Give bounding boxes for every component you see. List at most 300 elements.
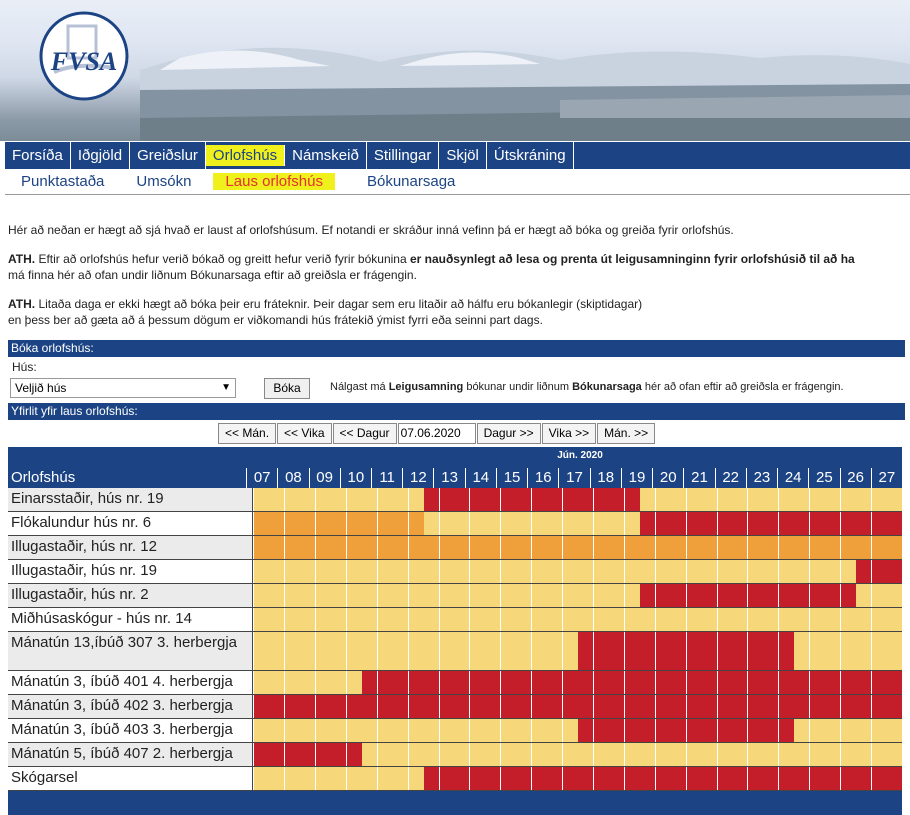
- day-cell[interactable]: [593, 584, 624, 607]
- day-cell[interactable]: [346, 632, 377, 670]
- day-cell[interactable]: [778, 743, 809, 766]
- day-cell[interactable]: [500, 695, 531, 718]
- day-cell[interactable]: [315, 608, 346, 631]
- day-cell[interactable]: [500, 584, 531, 607]
- day-cell[interactable]: [871, 695, 902, 718]
- booking-header: Bóka orlofshús:: [8, 340, 905, 357]
- day-cell[interactable]: [747, 743, 778, 766]
- next-month-button[interactable]: Mán. >>: [597, 423, 655, 444]
- house-name[interactable]: Flókalundur hús nr. 6: [8, 512, 253, 535]
- day-cell[interactable]: [377, 560, 408, 583]
- day-cell[interactable]: [686, 536, 717, 559]
- day-cell[interactable]: [624, 743, 655, 766]
- day-cell[interactable]: [346, 719, 377, 742]
- day-cell[interactable]: [655, 719, 686, 742]
- house-name[interactable]: Illugastaðir, hús nr. 19: [8, 560, 253, 583]
- day-cell[interactable]: [469, 719, 500, 742]
- day-cell[interactable]: [747, 584, 778, 607]
- day-cell[interactable]: [747, 695, 778, 718]
- day-cell[interactable]: [871, 743, 902, 766]
- nav-item-7[interactable]: Útskráning: [487, 142, 574, 169]
- day-cell[interactable]: [747, 512, 778, 535]
- subnav-item-0[interactable]: Punktastaða: [21, 173, 105, 190]
- day-cell[interactable]: [408, 632, 439, 670]
- day-cell[interactable]: [686, 767, 717, 790]
- day-cell[interactable]: [469, 608, 500, 631]
- day-cell[interactable]: [686, 560, 717, 583]
- day-cell[interactable]: [469, 584, 500, 607]
- day-cell[interactable]: [377, 584, 408, 607]
- day-cell[interactable]: [871, 512, 902, 535]
- day-cell[interactable]: [747, 671, 778, 694]
- day-cell[interactable]: [871, 536, 902, 559]
- day-cell[interactable]: [686, 512, 717, 535]
- house-name[interactable]: Einarsstaðir, hús nr. 19: [8, 488, 253, 511]
- day-cell[interactable]: [871, 719, 902, 742]
- day-cell[interactable]: [562, 560, 593, 583]
- day-cell[interactable]: [315, 719, 346, 742]
- day-cell[interactable]: [531, 719, 562, 742]
- nav-item-2[interactable]: Greiðslur: [130, 142, 206, 169]
- day-cell[interactable]: [315, 512, 346, 535]
- day-cell[interactable]: [253, 671, 284, 694]
- day-cell[interactable]: [593, 536, 624, 559]
- leigusamning-text: Leigusamning: [388, 381, 464, 393]
- day-cell[interactable]: [408, 584, 439, 607]
- day-cell[interactable]: [346, 584, 377, 607]
- day-cell[interactable]: [562, 488, 593, 511]
- day-cell[interactable]: [655, 671, 686, 694]
- day-cell[interactable]: [315, 767, 346, 790]
- day-cell[interactable]: [500, 767, 531, 790]
- prev-month-button[interactable]: << Mán.: [218, 423, 276, 444]
- day-cell[interactable]: [655, 488, 686, 511]
- day-cell[interactable]: [439, 719, 470, 742]
- day-cell[interactable]: [562, 743, 593, 766]
- day-cell[interactable]: [408, 536, 439, 559]
- day-cell[interactable]: [593, 512, 624, 535]
- day-cell[interactable]: [562, 767, 593, 790]
- day-cell[interactable]: [593, 488, 624, 511]
- day-cell[interactable]: [253, 719, 284, 742]
- day-cell[interactable]: [624, 536, 655, 559]
- day-cell[interactable]: [562, 671, 593, 694]
- day-cell[interactable]: [284, 719, 315, 742]
- day-cell[interactable]: [747, 560, 778, 583]
- day-cell[interactable]: [346, 743, 377, 766]
- day-cell[interactable]: [655, 536, 686, 559]
- day-cell[interactable]: [747, 536, 778, 559]
- day-cell[interactable]: [871, 488, 902, 511]
- day-cell[interactable]: [840, 608, 871, 631]
- day-cell[interactable]: [469, 695, 500, 718]
- day-cell[interactable]: [439, 695, 470, 718]
- day-cell[interactable]: [408, 767, 439, 790]
- day-cell[interactable]: [809, 560, 840, 583]
- day-cell[interactable]: [346, 512, 377, 535]
- day-cell[interactable]: [315, 488, 346, 511]
- day-cell[interactable]: [686, 632, 717, 670]
- day-cell[interactable]: [562, 512, 593, 535]
- ath-label: ATH.: [8, 297, 36, 311]
- day-cell[interactable]: [593, 695, 624, 718]
- day-cell[interactable]: [809, 608, 840, 631]
- nav-item-1[interactable]: Iðgjöld: [71, 142, 130, 169]
- day-cell[interactable]: [624, 512, 655, 535]
- day-cell[interactable]: [778, 671, 809, 694]
- day-cell[interactable]: [655, 632, 686, 670]
- day-cell[interactable]: [593, 767, 624, 790]
- day-cell[interactable]: [840, 560, 871, 583]
- day-cell[interactable]: [840, 632, 871, 670]
- day-cell[interactable]: [439, 608, 470, 631]
- day-cell[interactable]: [531, 560, 562, 583]
- day-cell[interactable]: [377, 608, 408, 631]
- house-name[interactable]: Illugastaðir, hús nr. 2: [8, 584, 253, 607]
- logo-text: FVSA: [50, 47, 118, 76]
- day-cell[interactable]: [408, 560, 439, 583]
- day-cell[interactable]: [593, 671, 624, 694]
- day-cell[interactable]: [500, 608, 531, 631]
- day-cell[interactable]: [346, 536, 377, 559]
- day-cell[interactable]: [284, 488, 315, 511]
- day-cell[interactable]: [624, 608, 655, 631]
- day-cell[interactable]: [377, 488, 408, 511]
- subnav-item-3[interactable]: Bókunarsaga: [366, 173, 456, 190]
- day-cell[interactable]: [840, 767, 871, 790]
- day-cell[interactable]: [346, 695, 377, 718]
- day-cell[interactable]: [253, 536, 284, 559]
- subnav-item-2[interactable]: Laus orlofshús: [213, 173, 335, 190]
- day-header: 26: [840, 468, 871, 488]
- day-cell[interactable]: [593, 632, 624, 670]
- day-cell[interactable]: [778, 584, 809, 607]
- day-cell[interactable]: [840, 695, 871, 718]
- day-cell[interactable]: [439, 743, 470, 766]
- day-cell[interactable]: [439, 671, 470, 694]
- day-cell[interactable]: [253, 560, 284, 583]
- day-cell[interactable]: [253, 695, 284, 718]
- day-cell[interactable]: [377, 767, 408, 790]
- day-cell[interactable]: [655, 512, 686, 535]
- day-cell[interactable]: [778, 767, 809, 790]
- day-cell[interactable]: [747, 767, 778, 790]
- house-row: [8, 536, 902, 560]
- nav-item-0[interactable]: Forsíða: [5, 142, 71, 169]
- day-cell[interactable]: [624, 632, 655, 670]
- day-cell[interactable]: [778, 512, 809, 535]
- day-cell[interactable]: [439, 767, 470, 790]
- day-cell[interactable]: [717, 536, 748, 559]
- day-cell[interactable]: [284, 632, 315, 670]
- house-name[interactable]: Mánatún 5, íbúð 407 2. herbergja: [8, 743, 253, 766]
- day-cell[interactable]: [655, 695, 686, 718]
- day-cell[interactable]: [840, 536, 871, 559]
- day-cell[interactable]: [253, 512, 284, 535]
- day-cell[interactable]: [809, 488, 840, 511]
- day-cell[interactable]: [840, 512, 871, 535]
- day-cell[interactable]: [408, 743, 439, 766]
- day-cell[interactable]: [531, 632, 562, 670]
- day-header: 19: [621, 468, 652, 488]
- day-cell[interactable]: [346, 608, 377, 631]
- next-week-button[interactable]: Vika >>: [542, 423, 596, 444]
- day-cell[interactable]: [439, 512, 470, 535]
- house-name[interactable]: Illugastaðir, hús nr. 12: [8, 536, 253, 559]
- nav-item-4[interactable]: Námskeið: [285, 142, 367, 169]
- day-cell[interactable]: [346, 560, 377, 583]
- day-cell[interactable]: [562, 719, 593, 742]
- next-day-button[interactable]: Dagur >>: [477, 423, 541, 444]
- day-cell[interactable]: [346, 767, 377, 790]
- day-cell[interactable]: [500, 632, 531, 670]
- day-cell[interactable]: [253, 608, 284, 631]
- day-cell[interactable]: [439, 560, 470, 583]
- day-cell[interactable]: [593, 608, 624, 631]
- day-cell[interactable]: [717, 632, 748, 670]
- day-cell[interactable]: [531, 743, 562, 766]
- day-cell[interactable]: [717, 743, 748, 766]
- day-cell[interactable]: [408, 512, 439, 535]
- day-cell[interactable]: [809, 695, 840, 718]
- day-cell[interactable]: [871, 671, 902, 694]
- day-cell[interactable]: [809, 743, 840, 766]
- day-cell[interactable]: [686, 719, 717, 742]
- subnav-item-1[interactable]: Umsókn: [136, 173, 192, 190]
- day-cell[interactable]: [686, 695, 717, 718]
- day-cell[interactable]: [778, 608, 809, 631]
- info-bold-text: er nauðsynlegt að lesa og prenta út leigusamninginn fyrir orlofshúsið til að ha: [409, 252, 855, 266]
- boka-button[interactable]: Bóka: [264, 378, 310, 399]
- day-cell[interactable]: [377, 695, 408, 718]
- day-cell[interactable]: [717, 767, 748, 790]
- day-cell[interactable]: [315, 695, 346, 718]
- day-cell[interactable]: [500, 512, 531, 535]
- day-cell[interactable]: [253, 488, 284, 511]
- day-cell[interactable]: [562, 632, 593, 670]
- day-cell[interactable]: [624, 560, 655, 583]
- day-cell[interactable]: [500, 536, 531, 559]
- house-name[interactable]: Mánatún 3, íbúð 402 3. herbergja: [8, 695, 253, 718]
- day-cell[interactable]: [593, 743, 624, 766]
- hus-select[interactable]: [10, 378, 236, 398]
- day-cell[interactable]: [840, 584, 871, 607]
- day-cell[interactable]: [655, 767, 686, 790]
- day-cell[interactable]: [408, 671, 439, 694]
- day-cell[interactable]: [624, 584, 655, 607]
- day-cell[interactable]: [593, 560, 624, 583]
- day-cell[interactable]: [469, 767, 500, 790]
- day-cell[interactable]: [469, 632, 500, 670]
- day-cell[interactable]: [500, 743, 531, 766]
- day-cell[interactable]: [747, 719, 778, 742]
- day-cell[interactable]: [531, 488, 562, 511]
- day-cell[interactable]: [778, 536, 809, 559]
- day-cell[interactable]: [315, 743, 346, 766]
- day-cell[interactable]: [840, 743, 871, 766]
- day-cell[interactable]: [809, 632, 840, 670]
- nav-item-5[interactable]: Stillingar: [367, 142, 440, 169]
- day-cell[interactable]: [377, 671, 408, 694]
- day-cell[interactable]: [377, 743, 408, 766]
- day-cell[interactable]: [531, 767, 562, 790]
- day-cell[interactable]: [315, 536, 346, 559]
- day-cell[interactable]: [717, 512, 748, 535]
- day-cell[interactable]: [809, 767, 840, 790]
- hus-label: Hús:: [12, 360, 37, 374]
- day-cell[interactable]: [346, 488, 377, 511]
- day-cell[interactable]: [284, 560, 315, 583]
- day-cell[interactable]: [377, 632, 408, 670]
- day-cell[interactable]: [717, 488, 748, 511]
- day-cell[interactable]: [871, 767, 902, 790]
- day-cell[interactable]: [686, 671, 717, 694]
- day-cell[interactable]: [624, 488, 655, 511]
- day-cell[interactable]: [840, 671, 871, 694]
- day-cell[interactable]: [315, 632, 346, 670]
- day-cell[interactable]: [562, 608, 593, 631]
- note-text: bókunar undir liðnum: [463, 381, 573, 393]
- house-row: [8, 743, 902, 767]
- day-cell[interactable]: [809, 584, 840, 607]
- nav-item-6[interactable]: Skjöl: [439, 142, 487, 169]
- day-cell[interactable]: [408, 695, 439, 718]
- day-cell[interactable]: [717, 560, 748, 583]
- day-cell[interactable]: [284, 536, 315, 559]
- day-cell[interactable]: [624, 671, 655, 694]
- day-cell[interactable]: [377, 719, 408, 742]
- day-cell[interactable]: [840, 719, 871, 742]
- day-cell[interactable]: [284, 608, 315, 631]
- day-cell[interactable]: [253, 632, 284, 670]
- house-name[interactable]: Mánatún 3, íbúð 401 4. herbergja: [8, 671, 253, 694]
- day-cell[interactable]: [871, 632, 902, 670]
- day-cell[interactable]: [624, 767, 655, 790]
- day-cell[interactable]: [686, 488, 717, 511]
- day-cell[interactable]: [408, 719, 439, 742]
- day-cell[interactable]: [655, 743, 686, 766]
- day-cell[interactable]: [717, 584, 748, 607]
- day-cell[interactable]: [778, 560, 809, 583]
- day-cell[interactable]: [809, 512, 840, 535]
- day-cell[interactable]: [717, 671, 748, 694]
- day-cell[interactable]: [439, 488, 470, 511]
- day-cell[interactable]: [500, 671, 531, 694]
- day-cell[interactable]: [315, 584, 346, 607]
- date-input[interactable]: 07.06.2020: [398, 423, 476, 444]
- prev-week-button[interactable]: << Vika: [277, 423, 331, 444]
- day-cell[interactable]: [871, 560, 902, 583]
- day-cell[interactable]: [717, 695, 748, 718]
- day-cell[interactable]: [809, 536, 840, 559]
- day-cell[interactable]: [377, 512, 408, 535]
- nav-item-3[interactable]: Orlofshús: [206, 145, 285, 166]
- day-cell[interactable]: [284, 512, 315, 535]
- day-cell[interactable]: [469, 488, 500, 511]
- day-cell[interactable]: [840, 488, 871, 511]
- day-cell[interactable]: [778, 488, 809, 511]
- day-cell[interactable]: [439, 632, 470, 670]
- day-cell[interactable]: [655, 608, 686, 631]
- day-cell[interactable]: [531, 536, 562, 559]
- day-cell[interactable]: [871, 608, 902, 631]
- day-cell[interactable]: [500, 560, 531, 583]
- house-name[interactable]: Miðhúsaskógur - hús nr. 14: [8, 608, 253, 631]
- day-cell[interactable]: [284, 671, 315, 694]
- day-cell[interactable]: [531, 608, 562, 631]
- day-cell[interactable]: [562, 695, 593, 718]
- day-cell[interactable]: [500, 488, 531, 511]
- house-name[interactable]: Mánatún 3, íbúð 403 3. herbergja: [8, 719, 253, 742]
- day-header: 22: [715, 468, 746, 488]
- day-cell[interactable]: [315, 671, 346, 694]
- day-cell[interactable]: [284, 584, 315, 607]
- day-cell[interactable]: [562, 536, 593, 559]
- day-cell[interactable]: [469, 743, 500, 766]
- day-cell[interactable]: [253, 743, 284, 766]
- day-cell[interactable]: [469, 560, 500, 583]
- day-cell[interactable]: [531, 671, 562, 694]
- house-name[interactable]: Skógarsel: [8, 767, 253, 790]
- day-cell[interactable]: [778, 632, 809, 670]
- day-cell[interactable]: [686, 608, 717, 631]
- day-cell[interactable]: [439, 536, 470, 559]
- day-cell[interactable]: [531, 695, 562, 718]
- day-cell[interactable]: [686, 584, 717, 607]
- prev-day-button[interactable]: << Dagur: [333, 423, 397, 444]
- day-cell[interactable]: [717, 719, 748, 742]
- day-cell[interactable]: [253, 584, 284, 607]
- day-cell[interactable]: [747, 608, 778, 631]
- day-cell[interactable]: [439, 584, 470, 607]
- day-cell[interactable]: [871, 584, 902, 607]
- day-cell[interactable]: [408, 488, 439, 511]
- day-cell[interactable]: [809, 671, 840, 694]
- day-cell[interactable]: [686, 743, 717, 766]
- day-cell[interactable]: [284, 695, 315, 718]
- day-cell[interactable]: [346, 671, 377, 694]
- day-cell[interactable]: [531, 512, 562, 535]
- day-cell[interactable]: [408, 608, 439, 631]
- day-cell[interactable]: [562, 584, 593, 607]
- day-cell[interactable]: [500, 719, 531, 742]
- day-cell[interactable]: [717, 608, 748, 631]
- day-cell[interactable]: [253, 767, 284, 790]
- day-cell[interactable]: [624, 695, 655, 718]
- day-cell[interactable]: [284, 743, 315, 766]
- house-name[interactable]: Mánatún 13,íbúð 307 3. herbergja: [8, 632, 253, 670]
- day-cell[interactable]: [284, 767, 315, 790]
- day-cell[interactable]: [747, 632, 778, 670]
- day-cell[interactable]: [469, 671, 500, 694]
- main-nav: [5, 142, 910, 169]
- day-cell[interactable]: [593, 719, 624, 742]
- day-cell[interactable]: [469, 536, 500, 559]
- day-cell[interactable]: [747, 488, 778, 511]
- day-cell[interactable]: [809, 719, 840, 742]
- day-cell[interactable]: [315, 560, 346, 583]
- day-cell[interactable]: [624, 719, 655, 742]
- day-cell[interactable]: [778, 695, 809, 718]
- day-cell[interactable]: [655, 584, 686, 607]
- info-paragraph-3: [8, 296, 642, 328]
- calendar-rows: [8, 488, 902, 791]
- day-cell[interactable]: [655, 560, 686, 583]
- day-cell[interactable]: [778, 719, 809, 742]
- day-cell[interactable]: [531, 584, 562, 607]
- day-cell[interactable]: [469, 512, 500, 535]
- day-cell[interactable]: [377, 536, 408, 559]
